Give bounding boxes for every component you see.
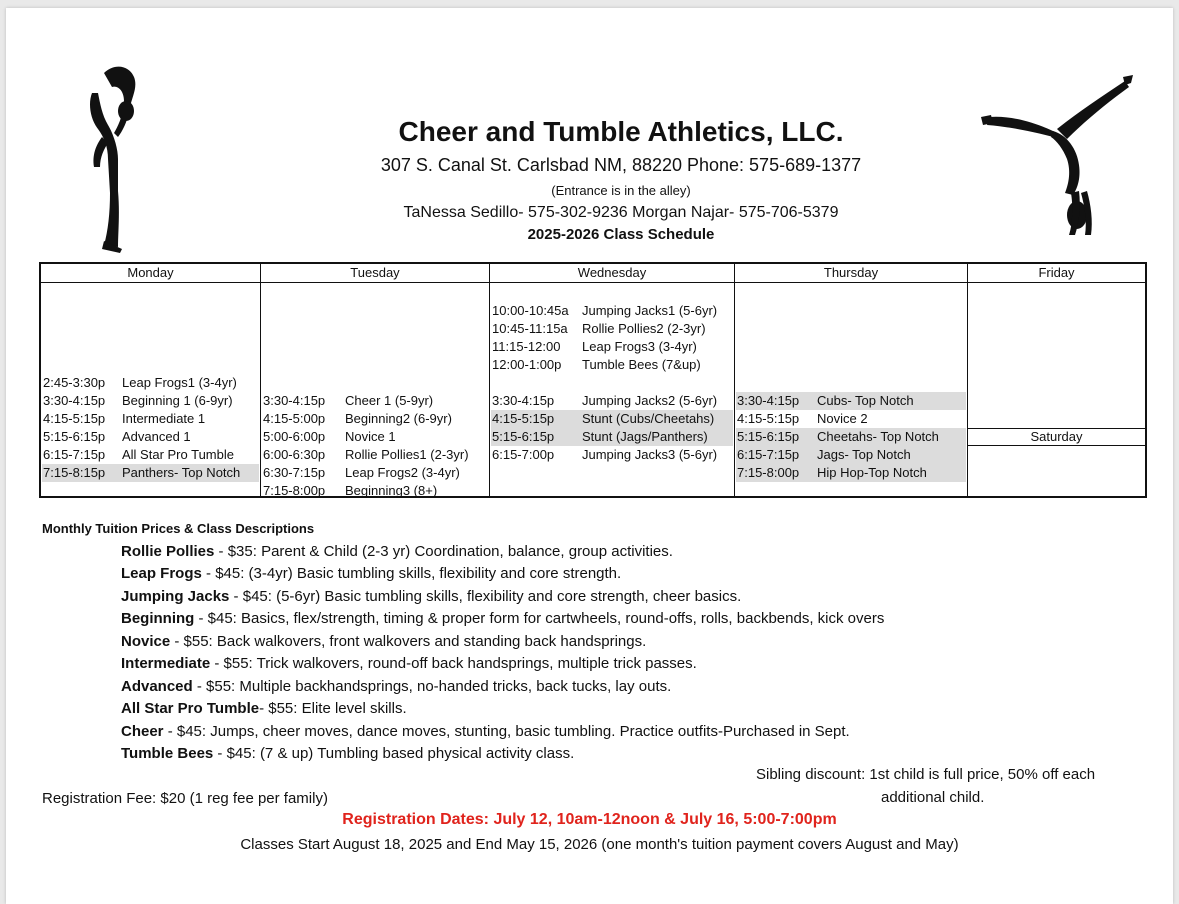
class-description: Tumble Bees - $45: (7 & up) Tumbling based physical activity class. [121,745,575,762]
schedule-entry: 4:15-5:00p Beginning2 (6-9yr) [263,411,452,426]
schedule-entry: 5:15-6:15p Advanced 1 [43,429,191,444]
wednesday-header: Wednesday [490,264,734,283]
friday-column [967,264,1145,496]
contacts: TaNessa Sedillo- 575-302-9236 Morgan Najar- 575-706-5379 [403,204,839,221]
class-description: Jumping Jacks - $45: (5-6yr) Basic tumbling skills, flexibility and core strength, cheer basics. [121,588,742,605]
monday-column [41,264,260,496]
schedule-entry: 3:30-4:15p Beginning 1 (6-9yr) [43,393,233,408]
schedule-entry: 6:15-7:15p All Star Pro Tumble [43,447,234,462]
tuition-heading: Monthly Tuition Prices & Class Descriptions [42,521,315,536]
schedule-entry: 6:30-7:15p Leap Frogs2 (3-4yr) [263,465,460,480]
class-description: Advanced - $55: Multiple backhandsprings, no-handed tricks, back tucks, lay outs. [121,678,672,695]
schedule-entry: 5:15-6:15p Stunt (Jags/Panthers) [491,428,733,446]
class-description: Cheer - $45: Jumps, cheer moves, dance moves, stunting, basic tumbling. Practice outfits-Purchased in Sept. [121,723,850,740]
schedule-entry: 5:15-6:15p Cheetahs- Top Notch [736,428,966,446]
registration-dates: Registration Dates: July 12, 10am-12noon & July 16, 5:00-7:00pm [342,811,837,828]
schedule-table [39,262,1147,498]
schedule-entry: 10:00-10:45a Jumping Jacks1 (5-6yr) [492,303,718,318]
flyer-page [6,8,1173,904]
schedule-entry: 3:30-4:15p Jumping Jacks2 (5-6yr) [492,393,718,408]
schedule-entry: 11:15-12:00 Leap Frogs3 (3-4yr) [492,339,697,354]
schedule-entry: 12:00-1:00p Tumble Bees (7&up) [492,357,701,372]
thursday-header: Thursday [735,264,967,283]
schedule-entry: 3:30-4:15p Cheer 1 (5-9yr) [263,393,434,408]
schedule-entry: 4:15-5:15p Stunt (Cubs/Cheetahs) [491,410,733,428]
class-description: Rollie Pollies - $35: Parent & Child (2-3 yr) Coordination, balance, group activities. [121,543,673,560]
schedule-entry: 4:15-5:15p Novice 2 [737,411,868,426]
schedule-entry: 4:15-5:15p Intermediate 1 [43,411,206,426]
schedule-entry: 6:00-6:30p Rollie Pollies1 (2-3yr) [263,447,469,462]
monday-header: Monday [41,264,260,283]
class-description: Beginning - $45: Basics, flex/strength, timing & proper form for cartwheels, round-offs, rolls, backbends, kick overs [121,610,885,627]
tuesday-column [260,264,489,496]
schedule-entry: 7:15-8:00p Beginning3 (8+) [263,483,438,498]
tuesday-header: Tuesday [261,264,489,283]
schedule-entry: 2:45-3:30p Leap Frogs1 (3-4yr) [43,375,237,390]
entrance-note: (Entrance is in the alley) [551,183,691,198]
sibling-discount-cont: additional child. [881,789,985,806]
schedule-entry: 5:00-6:00p Novice 1 [263,429,396,444]
wednesday-column [489,264,734,496]
sibling-discount: Sibling discount: 1st child is full price, 50% off each [756,766,1096,783]
class-description: Leap Frogs - $45: (3-4yr) Basic tumbling skills, flexibility and core strength. [121,565,622,582]
schedule-entry: 7:15-8:15p Panthers- Top Notch [42,464,259,482]
schedule-entry: 10:45-11:15a Rollie Pollies2 (2-3yr) [492,321,706,336]
saturday-header: Saturday [968,428,1145,446]
schedule-entry: 6:15-7:15p Jags- Top Notch [736,446,966,464]
address-phone: 307 S. Canal St. Carlsbad NM, 88220 Phone: 575-689-1377 [380,155,862,175]
class-description: Intermediate - $55: Trick walkovers, round-off back handsprings, multiple trick passes. [121,655,697,672]
registration-fee: Registration Fee: $20 (1 reg fee per family) [42,790,328,807]
class-description: Novice - $55: Back walkovers, front walkovers and standing back handsprings. [121,633,647,650]
schedule-entry: 6:15-7:00p Jumping Jacks3 (5-6yr) [492,447,718,462]
thursday-column [734,264,967,496]
classes-start-note: Classes Start August 18, 2025 and End May 15, 2026 (one month's tuition payment covers August and May) [240,836,959,853]
company-name: Cheer and Tumble Athletics, LLC. [398,116,844,147]
schedule-entry: 3:30-4:15p Cubs- Top Notch [736,392,966,410]
schedule-entry: 7:15-8:00p Hip Hop-Top Notch [736,464,966,482]
friday-header: Friday [968,264,1145,283]
schedule-title: 2025-2026 Class Schedule [527,226,715,243]
class-description: All Star Pro Tumble- $55: Elite level skills. [121,700,407,717]
